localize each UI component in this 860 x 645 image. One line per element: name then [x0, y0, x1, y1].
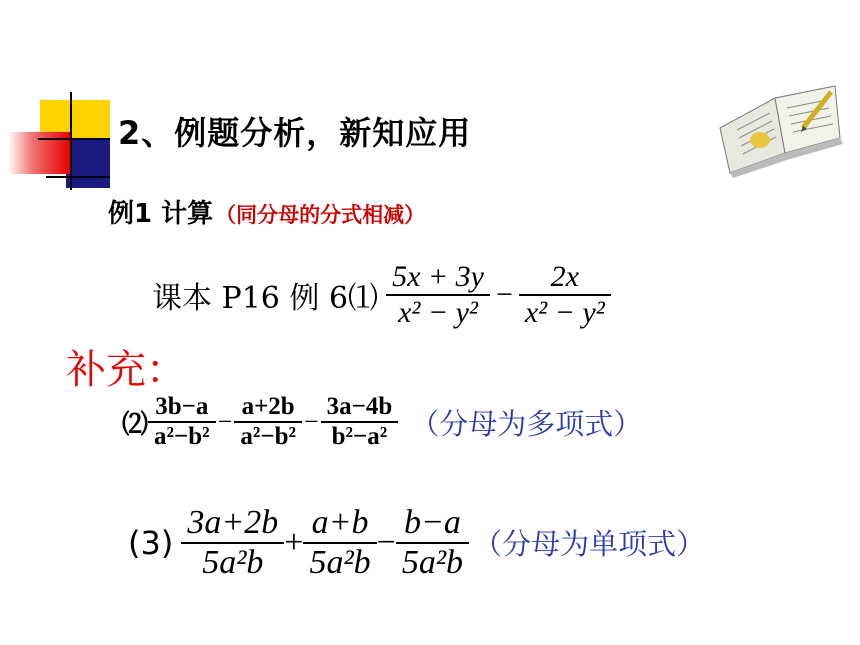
problem-2-note: （分母为多项式） — [410, 406, 643, 441]
page-title: 2、例题分析，新知应用 — [118, 114, 472, 152]
fraction-numerator: 3b−a — [155, 393, 209, 420]
minus-operator: − — [376, 523, 396, 561]
title-decoration — [0, 0, 120, 200]
fraction-numerator: 3a+2b — [187, 503, 279, 541]
fraction-denominator: a²−b² — [240, 423, 296, 450]
fraction-denominator: x² − y² — [524, 296, 605, 329]
fraction-denominator: x² − y² — [398, 296, 478, 329]
fraction-denominator: 5a²b — [309, 543, 371, 581]
problem-2-fraction-b — [234, 393, 302, 451]
fraction-denominator: b²−a² — [331, 423, 388, 450]
problem-2 — [122, 382, 642, 462]
minus-operator: − — [217, 407, 233, 436]
problem-1-fraction-a — [386, 260, 490, 330]
open-book-icon — [715, 68, 845, 178]
problem-3-number: (3) — [128, 523, 174, 562]
minus-operator: − — [495, 278, 513, 311]
problem-3 — [128, 495, 705, 590]
problem-2-fraction-a — [148, 393, 216, 451]
fraction-denominator: 5a²b — [401, 543, 464, 581]
fraction-numerator: a+2b — [241, 393, 295, 420]
problem-3-note: （分母为单项式） — [473, 527, 706, 561]
example-label: 例1 计算 — [108, 199, 214, 229]
fraction-denominator: 5a²b — [202, 543, 264, 581]
fraction-numerator: 2x — [550, 260, 579, 293]
example-heading — [108, 193, 425, 230]
problem-2-fraction-c — [321, 393, 399, 451]
minus-operator: − — [303, 407, 319, 436]
problem-3-fraction-a — [181, 504, 284, 582]
problem-2-number: ⑵ — [122, 409, 149, 439]
fraction-numerator: b−a — [403, 503, 461, 541]
problem-3-fraction-c — [396, 504, 469, 582]
supplement-heading: 补充： — [66, 347, 186, 393]
problem-1 — [152, 250, 611, 340]
problem-1-label: 课本 P16 例 6⑴ — [152, 281, 379, 316]
plus-operator: + — [284, 523, 304, 561]
fraction-numerator: 5x + 3y — [392, 260, 484, 293]
problem-1-fraction-b — [519, 260, 611, 330]
problem-3-fraction-b — [303, 504, 376, 582]
example-note: （同分母的分式相减） — [215, 203, 426, 227]
fraction-denominator: a²−b² — [154, 423, 210, 450]
fraction-numerator: a+b — [311, 503, 369, 541]
fraction-numerator: 3a−4b — [326, 393, 393, 420]
